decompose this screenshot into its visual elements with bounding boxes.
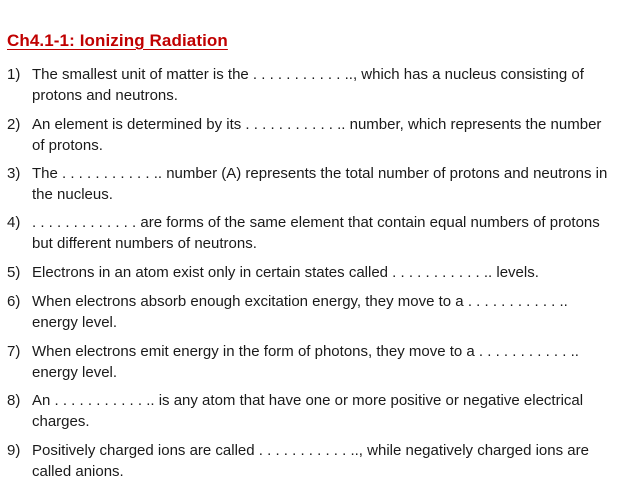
question-number: 3)	[7, 165, 21, 182]
question-number: 2)	[7, 116, 21, 133]
question-text: Positively charged ions are called . . . . . . . . . . . .., while negatively charged ions are called anions.	[32, 442, 589, 480]
question-number: 1)	[7, 66, 21, 83]
question-number: 7)	[7, 343, 21, 360]
question-text: When electrons emit energy in the form of photons, they move to a . . . . . . . . . . . .. energy level.	[32, 343, 579, 381]
question-text: An element is determined by its . . . . . . . . . . . .. number, which represents the number of protons.	[32, 116, 602, 154]
question-text: The . . . . . . . . . . . .. number (A) represents the total number of protons and neutrons in the nucleus.	[32, 165, 608, 203]
question-number: 8)	[7, 392, 21, 409]
question-text: . . . . . . . . . . . . . are forms of the same element that contain equal numbers of protons but different numbers of neutrons.	[32, 214, 600, 252]
question-number: 4)	[7, 214, 21, 231]
question-number: 9)	[7, 442, 21, 459]
question-text: An . . . . . . . . . . . .. is any atom that have one or more positive or negative electrical charges.	[32, 392, 584, 430]
question-number: 5)	[7, 264, 21, 281]
question-text: When electrons absorb enough excitation energy, they move to a . . . . . . . . . . . .. energy level.	[32, 293, 568, 331]
question-text: The smallest unit of matter is the . . . . . . . . . . . .., which has a nucleus consisting of protons and neutrons.	[32, 66, 584, 104]
question-number: 6)	[7, 293, 21, 310]
document-title: Ch4.1-1: Ionizing Radiation	[7, 31, 228, 50]
question-text: Electrons in an atom exist only in certain states called . . . . . . . . . . . .. levels.	[32, 264, 539, 281]
